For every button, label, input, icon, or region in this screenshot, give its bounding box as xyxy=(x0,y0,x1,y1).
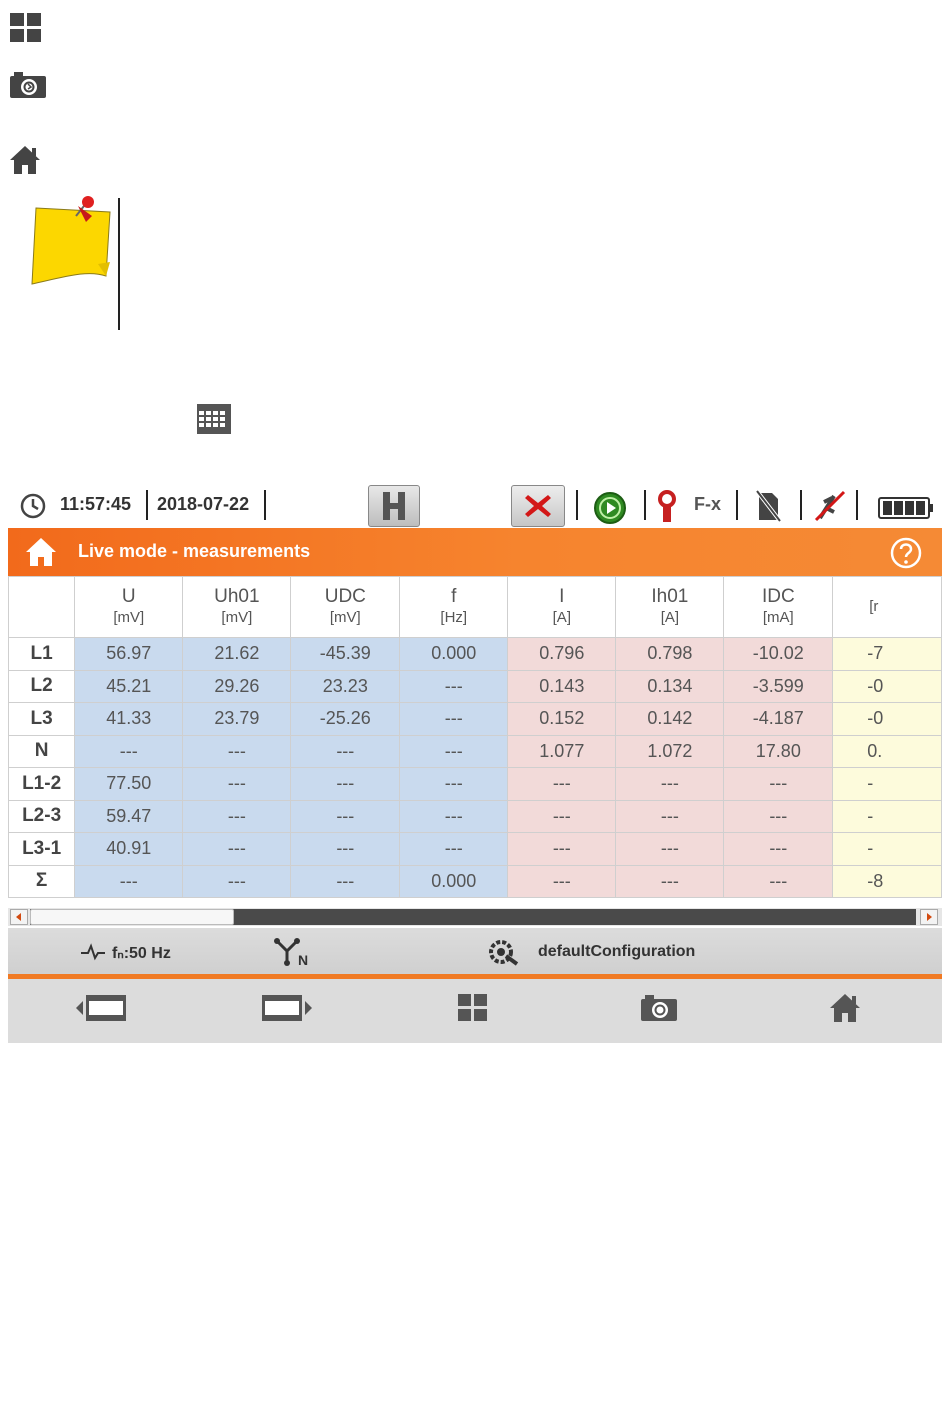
table-calendar-icon xyxy=(196,403,232,435)
table-cell: 0.152 xyxy=(508,703,616,736)
status-separator xyxy=(800,490,802,520)
home-icon[interactable] xyxy=(24,537,58,567)
table-cell: --- xyxy=(724,865,833,898)
screen-prev-icon xyxy=(74,993,128,1023)
table-cell: --- xyxy=(291,833,400,866)
status-separator xyxy=(736,490,738,520)
table-cell: --- xyxy=(400,735,508,768)
table-cell: --- xyxy=(616,865,724,898)
title-bar xyxy=(8,528,942,576)
table-cell: 56.97 xyxy=(75,638,183,671)
table-cell: 45.21 xyxy=(75,670,183,703)
table-cell: 41.33 xyxy=(75,703,183,736)
screen-next-icon xyxy=(260,993,314,1023)
row-label: L1-2 xyxy=(9,768,75,801)
table-cell: --- xyxy=(183,735,291,768)
table-cell: 1.077 xyxy=(508,735,616,768)
device-screen xyxy=(8,480,942,1043)
arrow-right-icon xyxy=(921,910,937,924)
scroll-left-button[interactable] xyxy=(10,909,28,925)
screenshot-button[interactable] xyxy=(566,979,752,1043)
table-cell: -0 xyxy=(833,703,942,736)
table-cell: --- xyxy=(508,800,616,833)
table-cell: --- xyxy=(724,833,833,866)
column-header: [r xyxy=(833,577,942,638)
table-cell: --- xyxy=(400,670,508,703)
frequency-label: fₙ:50 Hz xyxy=(112,945,171,962)
table-cell: -3.599 xyxy=(724,670,833,703)
table-cell: 40.91 xyxy=(75,833,183,866)
table-cell: --- xyxy=(291,735,400,768)
table-cell: --- xyxy=(724,800,833,833)
table-cell: 77.50 xyxy=(75,768,183,801)
table-row xyxy=(9,800,942,833)
camera-icon xyxy=(8,70,48,100)
table-row xyxy=(9,638,942,671)
table-cell: --- xyxy=(183,800,291,833)
table-cell: 17.80 xyxy=(724,735,833,768)
note-divider xyxy=(118,198,120,330)
row-label: L3-1 xyxy=(9,833,75,866)
table-cell: --- xyxy=(291,768,400,801)
table-cell: 0.143 xyxy=(508,670,616,703)
table-cell: --- xyxy=(508,768,616,801)
status-separator xyxy=(644,490,646,520)
table-cell: --- xyxy=(75,735,183,768)
status-separator xyxy=(856,490,858,520)
table-cell: 0.142 xyxy=(616,703,724,736)
table-row xyxy=(9,865,942,898)
hold-button[interactable] xyxy=(368,485,420,527)
row-label: L2-3 xyxy=(9,800,75,833)
table-cell: 0.134 xyxy=(616,670,724,703)
table-cell: --- xyxy=(400,833,508,866)
table-cell: 0. xyxy=(833,735,942,768)
table-row xyxy=(9,833,942,866)
table-cell: --- xyxy=(183,833,291,866)
bottom-navigation xyxy=(8,979,942,1043)
play-icon[interactable] xyxy=(592,490,628,524)
network-icon xyxy=(274,937,314,967)
svg-text:N: N xyxy=(298,952,309,967)
table-cell: 0.000 xyxy=(400,638,508,671)
table-cell: --- xyxy=(616,768,724,801)
column-header: UDC [mV] xyxy=(291,577,400,638)
table-cell: 59.47 xyxy=(75,800,183,833)
table-cell: --- xyxy=(616,833,724,866)
horizontal-scrollbar[interactable] xyxy=(8,908,942,926)
table-cell: -10.02 xyxy=(724,638,833,671)
scroll-right-button[interactable] xyxy=(920,909,938,925)
table-cell: -45.39 xyxy=(291,638,400,671)
clamp-icon xyxy=(656,489,678,525)
cancel-icon xyxy=(512,486,564,526)
column-header: IDC [mA] xyxy=(724,577,833,638)
table-cell: -0 xyxy=(833,670,942,703)
table-cell: --- xyxy=(183,768,291,801)
fx-label: F-x xyxy=(694,494,721,514)
info-bar xyxy=(8,928,942,976)
cancel-button[interactable] xyxy=(511,485,565,527)
scroll-thumb[interactable] xyxy=(30,909,234,925)
table-cell: 21.62 xyxy=(183,638,291,671)
status-separator xyxy=(264,490,266,520)
table-cell: 0.798 xyxy=(616,638,724,671)
table-cell: - xyxy=(833,800,942,833)
home-button[interactable] xyxy=(752,979,938,1043)
table-cell: -25.26 xyxy=(291,703,400,736)
previous-screen-button[interactable] xyxy=(8,979,194,1043)
table-cell: - xyxy=(833,768,942,801)
next-screen-button[interactable] xyxy=(194,979,380,1043)
table-cell: --- xyxy=(616,800,724,833)
measurements-table xyxy=(8,576,942,900)
corner-cell xyxy=(9,577,75,638)
table-cell: --- xyxy=(291,800,400,833)
table-cell: --- xyxy=(508,833,616,866)
table-cell: -4.187 xyxy=(724,703,833,736)
table-row xyxy=(9,735,942,768)
table-cell: 23.23 xyxy=(291,670,400,703)
battery-icon xyxy=(878,496,934,520)
home-icon xyxy=(8,144,42,176)
table-cell: 0.000 xyxy=(400,865,508,898)
column-header: U [mV] xyxy=(75,577,183,638)
gear-wrench-icon xyxy=(488,938,520,966)
table-cell: --- xyxy=(724,768,833,801)
table-cell: 23.79 xyxy=(183,703,291,736)
column-header: f [Hz] xyxy=(400,577,508,638)
grid-icon xyxy=(8,12,42,44)
table-cell: --- xyxy=(400,800,508,833)
table-cell: -8 xyxy=(833,865,942,898)
table-cell: --- xyxy=(75,865,183,898)
status-bar xyxy=(8,480,942,528)
grid-icon xyxy=(457,993,489,1023)
no-usb-icon xyxy=(812,488,848,524)
row-label: Σ xyxy=(9,865,75,898)
status-date: 2018-07-22 xyxy=(157,494,250,514)
waveform-icon xyxy=(80,942,106,962)
row-label: L2 xyxy=(9,670,75,703)
page-title: Live mode - measurements xyxy=(78,541,311,561)
menu-button[interactable] xyxy=(380,979,566,1043)
arrow-left-icon xyxy=(11,910,27,924)
table-cell: 1.072 xyxy=(616,735,724,768)
status-separator xyxy=(146,490,148,520)
table-cell: 29.26 xyxy=(183,670,291,703)
column-header: I [A] xyxy=(508,577,616,638)
table-row xyxy=(9,703,942,736)
column-header: Ih01 [A] xyxy=(616,577,724,638)
row-label: L3 xyxy=(9,703,75,736)
table-row xyxy=(9,670,942,703)
hold-icon xyxy=(369,486,419,526)
table-row xyxy=(9,768,942,801)
row-label: N xyxy=(9,735,75,768)
table-cell: -7 xyxy=(833,638,942,671)
no-sd-card-icon xyxy=(754,489,782,523)
table-cell: --- xyxy=(400,703,508,736)
table-cell: 0.796 xyxy=(508,638,616,671)
column-header: Uh01 [mV] xyxy=(183,577,291,638)
table-cell: --- xyxy=(291,865,400,898)
table-cell: --- xyxy=(183,865,291,898)
camera-icon xyxy=(639,993,679,1023)
home-icon xyxy=(828,993,862,1023)
status-time: 11:57:45 xyxy=(60,494,132,514)
table-cell: --- xyxy=(400,768,508,801)
configuration-label: defaultConfiguration xyxy=(538,943,696,960)
table-cell: - xyxy=(833,833,942,866)
status-separator xyxy=(576,490,578,520)
clock-icon xyxy=(20,493,46,519)
row-label: L1 xyxy=(9,638,75,671)
help-icon[interactable] xyxy=(889,536,923,570)
note-pin-icon xyxy=(28,196,116,288)
table-cell: --- xyxy=(508,865,616,898)
